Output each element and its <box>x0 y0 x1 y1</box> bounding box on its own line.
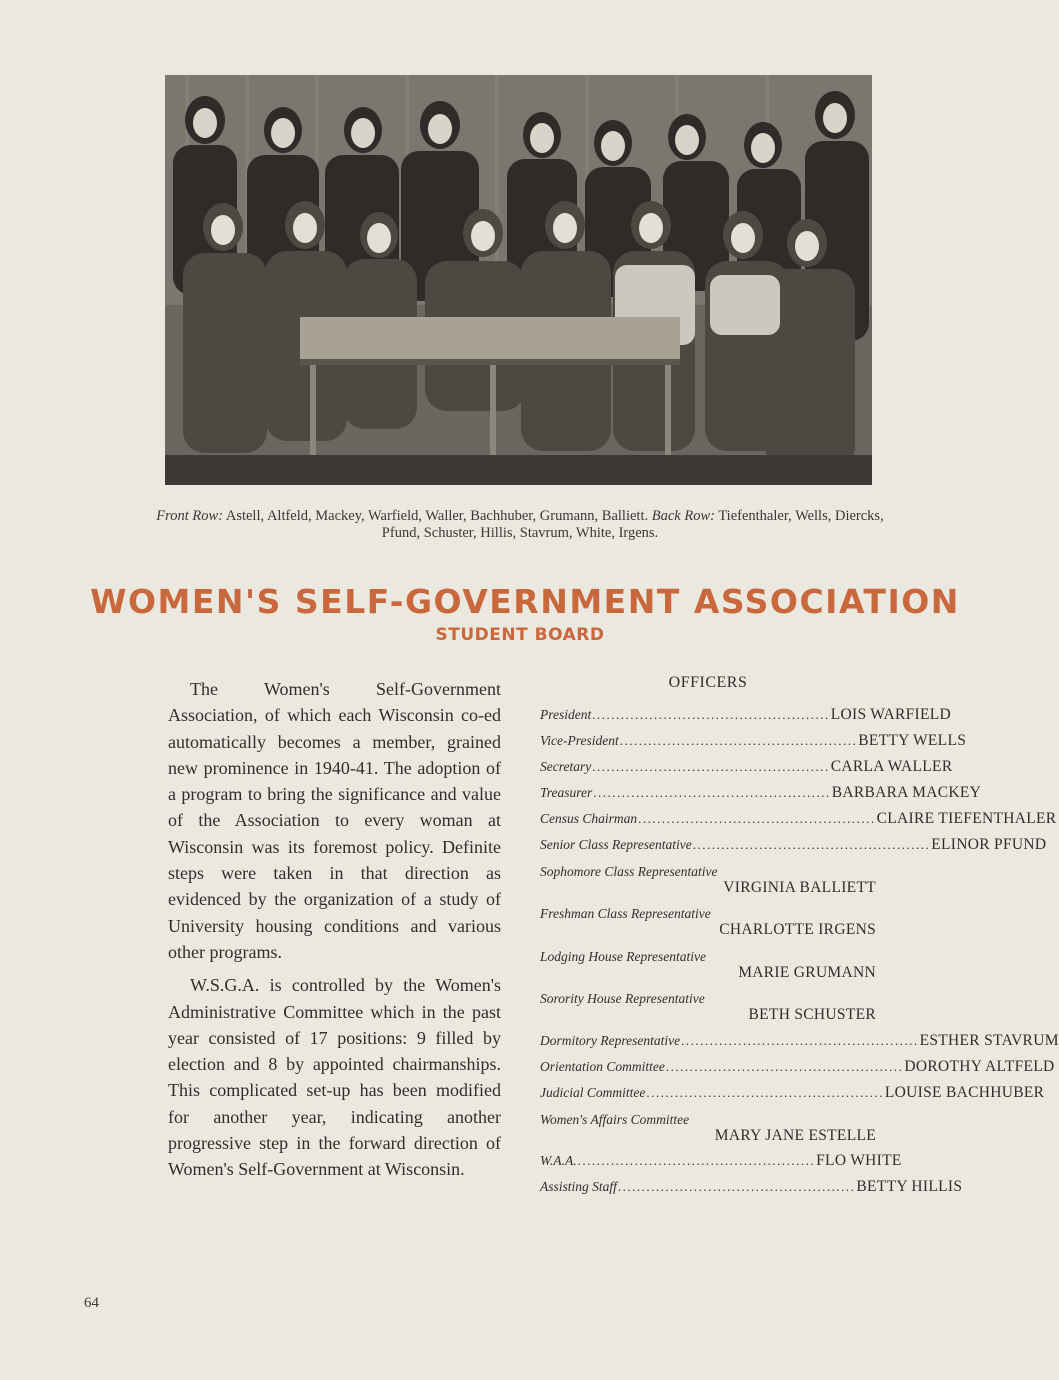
officer-role: Orientation Committee <box>540 1059 665 1074</box>
officer-name: VIRGINIA BALLIETT <box>723 879 876 896</box>
officer-entry: Assisting Staff .................................................. BETTY HILLIS <box>540 1178 963 1195</box>
body-text <box>168 676 501 1183</box>
caption-back-label: Back Row: <box>651 508 715 524</box>
officer-name: CLAIRE TIEFENTHALER <box>876 810 1057 827</box>
officer-entry: Treasurer .................................................. BARBARA MACKEY <box>540 784 982 801</box>
officer-name: FLO WHITE <box>816 1152 902 1169</box>
officer-name: BETH SCHUSTER <box>748 1006 876 1023</box>
officer-entry <box>540 991 876 1023</box>
officer-role: Census Chairman <box>540 811 638 826</box>
officer-name: BARBARA MACKEY <box>831 784 982 801</box>
officer-role: Assisting Staff <box>540 1179 617 1194</box>
officer-name: LOUISE BACHHUBER <box>884 1084 1045 1101</box>
officer-entry <box>540 1112 876 1144</box>
caption-front-label: Front Row: <box>156 508 224 524</box>
officer-role: Judicial Committee <box>540 1085 646 1100</box>
officer-name: MARIE GRUMANN <box>738 964 876 981</box>
officer-role: Vice-President <box>540 733 619 748</box>
officer-role: President <box>540 707 592 722</box>
officer-name: CHARLOTTE IRGENS <box>719 921 876 938</box>
officers-heading: OFFICERS <box>668 674 748 691</box>
officer-role: Freshman Class Representative <box>540 906 711 921</box>
group-photo-icon <box>165 75 872 485</box>
page-subtitle: STUDENT BOARD <box>435 625 605 645</box>
photo-caption <box>140 508 900 542</box>
officer-entry: Vice-President .................................................. BETTY WELLS <box>540 732 967 749</box>
officer-name: MARY JANE ESTELLE <box>714 1127 876 1144</box>
officer-entry <box>540 906 876 938</box>
officer-role: Senior Class Representative <box>540 837 692 852</box>
officer-entry: Secretary .................................................. CARLA WALLER <box>540 758 953 775</box>
body-paragraph-1: The Women's Self-Government Association, of which each Wisconsin co-ed automatically becomes a member, grained new prominence in 1940-41. The adoption of a program to bring the significance and value of the Association to every woman at Wisconsin was its foremost policy. Definite steps were taken in that direction as evidenced by the organization of a study of University housing conditions and various other programs. <box>168 679 501 962</box>
group-photo <box>165 75 872 485</box>
caption-back-names: Tiefenthaler, Wells, Diercks, Pfund, Schuster, Hillis, Stavrum, White, Irgens. <box>381 508 884 541</box>
officer-role: Lodging House Representative <box>540 949 706 964</box>
officer-entry <box>540 864 876 896</box>
page-title: WOMEN'S SELF-GOVERNMENT ASSOCIATION <box>90 582 960 621</box>
officer-role: Secretary <box>540 759 592 774</box>
officer-role: Women's Affairs Committee <box>540 1112 690 1127</box>
officer-role: Sorority House Representative <box>540 991 705 1006</box>
officer-name: CARLA WALLER <box>830 758 953 775</box>
officer-name: DOROTHY ALTFELD <box>904 1058 1055 1075</box>
caption-front-names: Astell, Altfeld, Mackey, Warfield, Waller, Bachhuber, Grumann, Balliett. <box>223 508 652 524</box>
officer-entry: Judicial Committee .................................................. LOUISE BACHHUBER <box>540 1084 1045 1101</box>
officer-role: W.A.A. <box>540 1153 577 1168</box>
officer-name: ELINOR PFUND <box>931 836 1047 853</box>
officer-entry: W.A.A. .................................................. FLO WHITE <box>540 1152 902 1169</box>
officer-name: BETTY WELLS <box>858 732 967 749</box>
officer-entry: Orientation Committee .................................................. DOROTHY ALTFELD <box>540 1058 1055 1075</box>
officer-role: Dormitory Representative <box>540 1033 681 1048</box>
officer-name: ESTHER STAVRUM <box>919 1032 1059 1049</box>
officer-entry: Senior Class Representative .................................................. ELINOR PFUND <box>540 836 1047 853</box>
officer-role: Treasurer <box>540 785 593 800</box>
officer-entry <box>540 949 876 981</box>
body-paragraph-2: W.S.G.A. is controlled by the Women's Administrative Committee which in the past year consisted of 17 positions: 9 filled by election and 8 by appointed chairmanships. This complicated set-up has been modified for another year, indicating another progressive step in the forward direction of Women's Self-Government at Wisconsin. <box>168 975 501 1180</box>
officer-entry: Census Chairman .................................................. CLAIRE TIEFENTHALER <box>540 810 1057 827</box>
officer-entry: President .................................................. LOIS WARFIELD <box>540 706 952 723</box>
officer-entry: Dormitory Representative .................................................. ESTHER STAVRUM <box>540 1032 1059 1049</box>
officer-name: LOIS WARFIELD <box>830 706 952 723</box>
page-number: 64 <box>84 1295 99 1311</box>
officer-role: Sophomore Class Representative <box>540 864 718 879</box>
officer-name: BETTY HILLIS <box>856 1178 963 1195</box>
